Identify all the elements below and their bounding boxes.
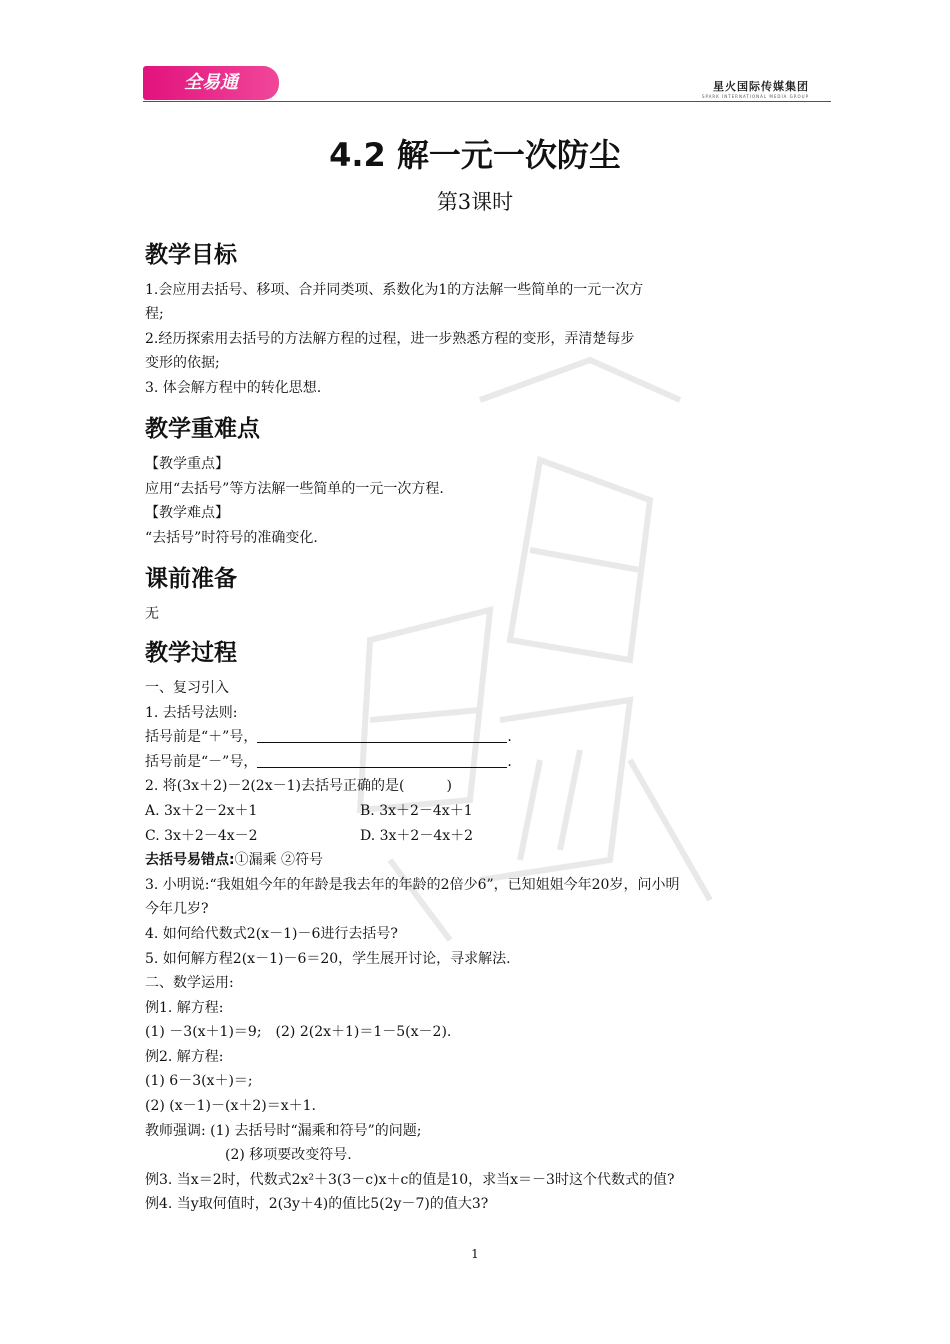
rule-minus-text: 括号前是“－”号，: [145, 754, 258, 770]
goal-line: 程;: [145, 306, 164, 322]
section-prep-heading: 课前准备: [145, 566, 237, 592]
process-line: 3. 小明说:“我姐姐今年的年龄是我去年的年龄的2倍少6”，已知姐姐今年20岁，问小明: [145, 877, 680, 893]
rule-plus-text: 括号前是“＋”号，: [145, 729, 258, 745]
process-line: 今年几岁?: [145, 901, 209, 917]
option-c: C. 3x＋2－4x－2: [145, 828, 258, 844]
error-points: [145, 850, 323, 870]
process-line: 一、复习引入: [145, 680, 229, 696]
process-line: 例1. 解方程:: [145, 1000, 224, 1016]
answer-blank[interactable]: [257, 753, 507, 768]
goal-line: 3. 体会解方程中的转化思想.: [145, 380, 322, 396]
process-line: 教师强调: (1) 去括号时“漏乘和符号”的问题;: [145, 1123, 422, 1139]
header-rule: [143, 101, 831, 102]
error-text: ①漏乘 ②符号: [234, 852, 324, 868]
goal-line: 2.经历探索用去括号的方法解方程的过程，进一步熟悉方程的变形，弄清楚每步: [145, 331, 635, 347]
difficulty-text: “去括号”时符号的准确变化.: [145, 530, 318, 546]
key-text: 应用“去括号”等方法解一些简单的一元一次方程.: [145, 481, 444, 497]
page-subtitle: 第3课时: [436, 190, 514, 214]
section-process-heading: 教学过程: [145, 640, 237, 666]
process-line: 例4. 当y取何值时，2(3y＋4)的值比5(2y－7)的值大3?: [145, 1196, 489, 1212]
section-goals-heading: 教学目标: [145, 242, 237, 268]
goal-line: 1.会应用去括号、移项、合并同类项、系数化为1的方法解一些简单的一元一次方: [145, 282, 644, 298]
difficulty-label: 【教学难点】: [145, 505, 229, 521]
process-line: 二、数学运用:: [145, 975, 234, 991]
publisher-cn: 星火国际传媒集团: [713, 80, 809, 93]
page-title: 4.2 解一元一次防尘: [329, 136, 621, 174]
goal-line: 变形的依据;: [145, 355, 220, 371]
prep-text: 无: [145, 606, 159, 622]
error-label: 去括号易错点:: [145, 852, 235, 868]
brand-logo: 全易通: [143, 66, 279, 100]
process-line: (1) 6－3(x＋)＝;: [145, 1073, 253, 1089]
process-line: (2) 移项要改变符号.: [225, 1147, 352, 1163]
process-line: 4. 如何给代数式2(x－1)－6进行去括号?: [145, 926, 398, 942]
process-line: (2) (x－1)－(x＋2)＝x＋1.: [145, 1098, 316, 1114]
option-a: A. 3x＋2－2x＋1: [145, 803, 258, 819]
process-line: 例2. 解方程:: [145, 1049, 224, 1065]
process-line: 5. 如何解方程2(x－1)－6＝20，学生展开讨论，寻求解法.: [145, 951, 511, 967]
process-line: 1. 去括号法则:: [145, 705, 238, 721]
section-key-heading: 教学重难点: [145, 416, 260, 442]
page-number: 1: [471, 1247, 479, 1261]
rule-minus-end: .: [507, 754, 512, 770]
option-d: D. 3x＋2－4x＋2: [360, 828, 474, 844]
question-2: 2. 将(3x＋2)－2(2x－1)去括号正确的是( ): [145, 778, 452, 794]
page-header: [143, 66, 831, 102]
publisher-en: SPARK INTERNATIONAL MEDIA GROUP: [701, 94, 809, 99]
watermark-logo: [330, 340, 750, 960]
process-line: 例3. 当x＝2时，代数式2x²＋3(3－c)x＋c的值是10，求当x＝－3时这个代数式的值?: [145, 1172, 675, 1188]
option-b: B. 3x＋2－4x＋1: [360, 803, 473, 819]
publisher-name: [702, 78, 809, 99]
process-line: (1) －3(x＋1)＝9; (2) 2(2x＋1)＝1－5(x－2).: [145, 1024, 452, 1040]
rule-plus: [145, 727, 512, 747]
key-label: 【教学重点】: [145, 456, 229, 472]
answer-blank[interactable]: [257, 728, 507, 743]
rule-plus-end: .: [507, 729, 512, 745]
rule-minus: [145, 752, 512, 772]
